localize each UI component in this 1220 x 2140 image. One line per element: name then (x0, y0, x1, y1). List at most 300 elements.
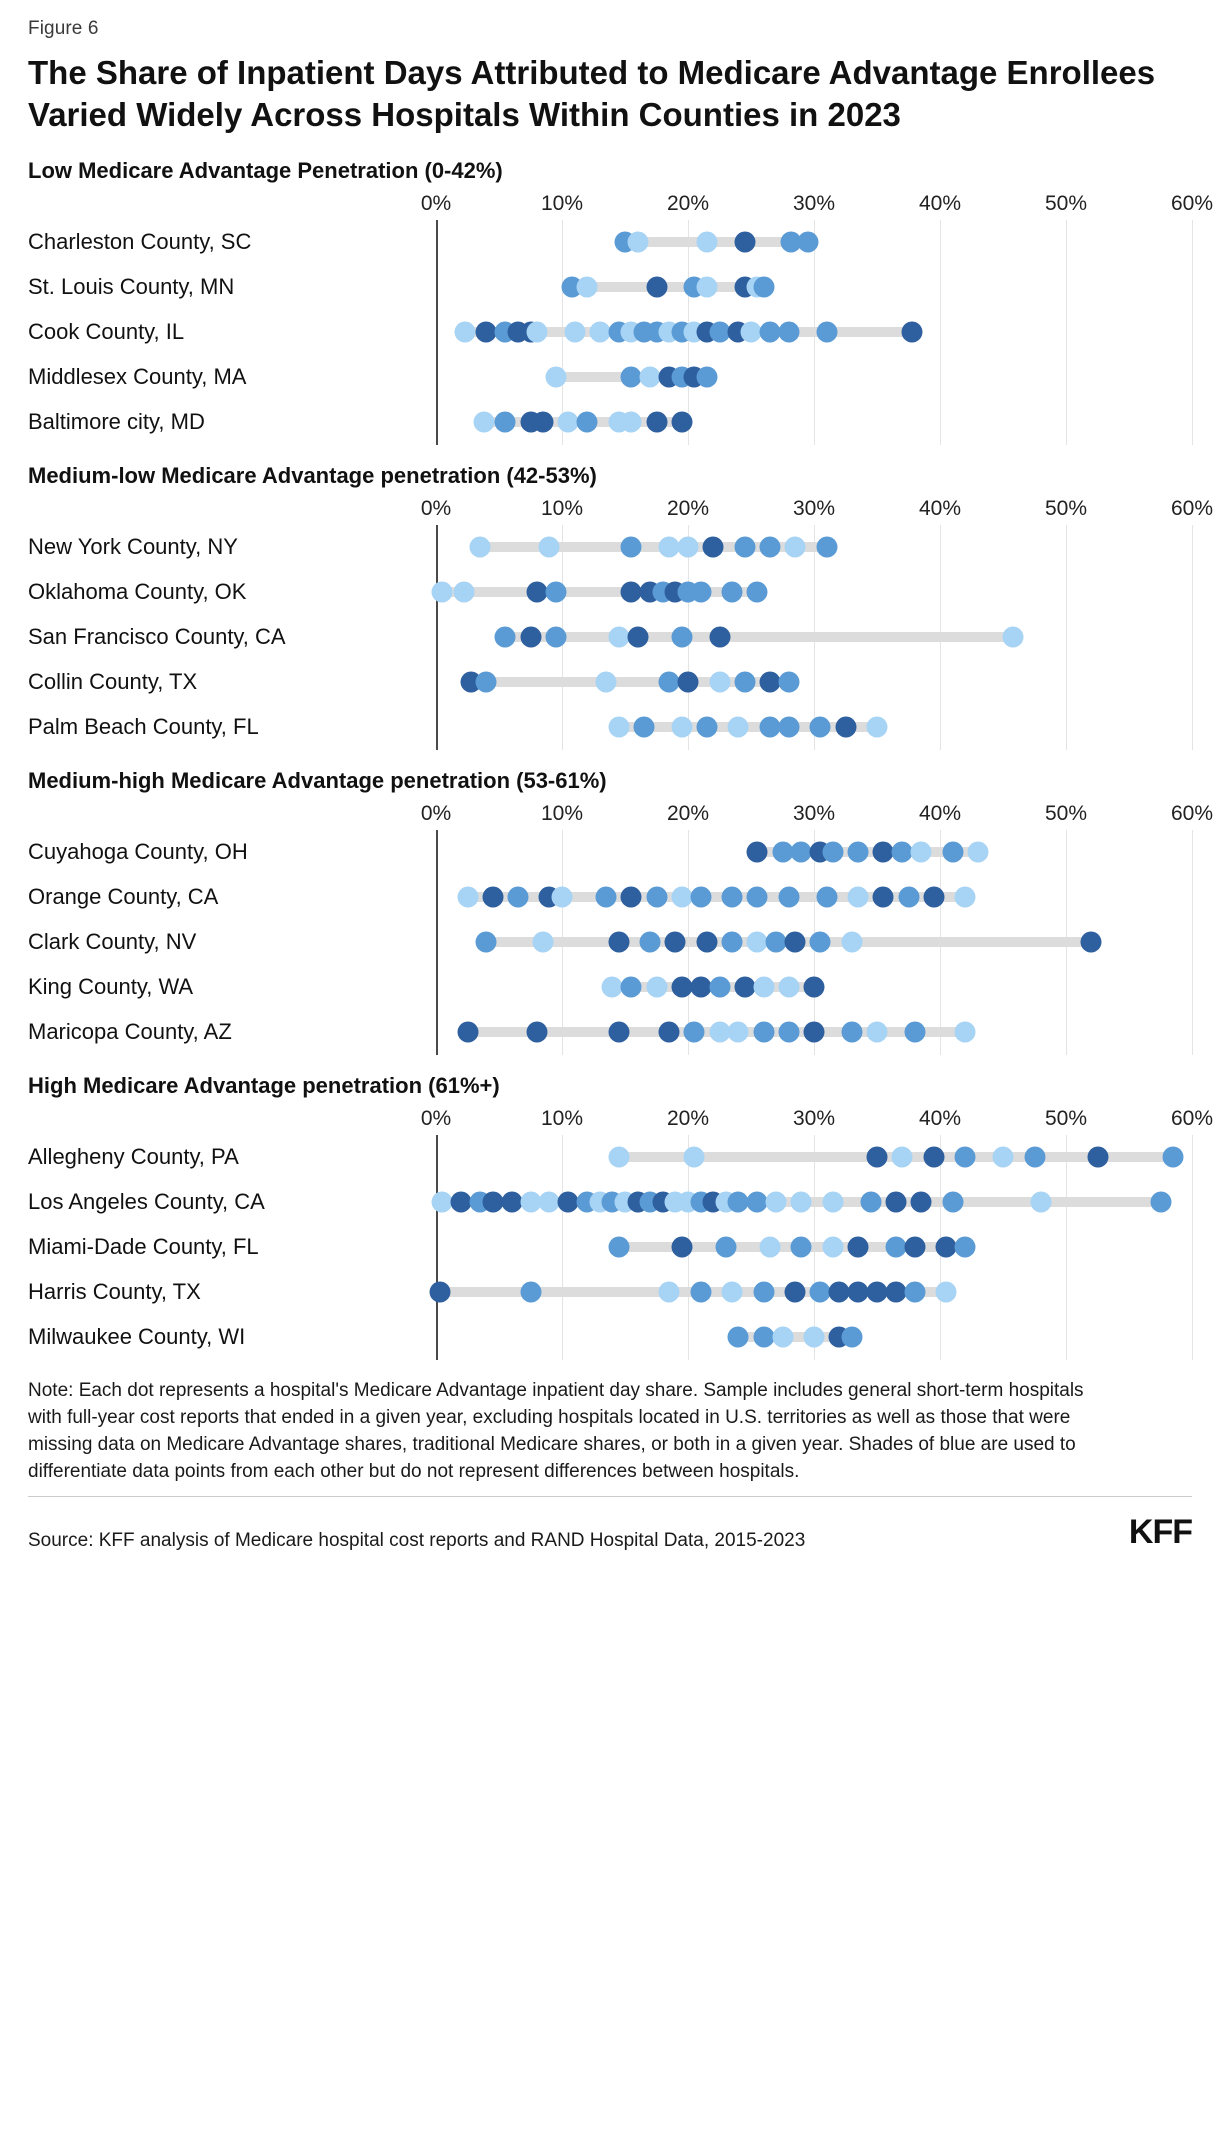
chart-row (28, 400, 1192, 445)
data-point (904, 1282, 925, 1303)
data-point (577, 412, 598, 433)
data-point (520, 627, 541, 648)
data-point (495, 412, 516, 433)
data-point (829, 1282, 850, 1303)
data-point (501, 1192, 522, 1213)
row-label: Maricopa County, AZ (28, 1019, 232, 1045)
data-point (791, 842, 812, 863)
x-axis-tick-label: 30% (792, 191, 836, 215)
row-label: Milwaukee County, WI (28, 1324, 246, 1350)
data-point (747, 1192, 768, 1213)
chart-row (28, 1010, 1192, 1055)
data-point (848, 887, 869, 908)
data-point (885, 1282, 906, 1303)
chart-row (28, 570, 1192, 615)
data-point (552, 887, 573, 908)
data-point (892, 842, 913, 863)
data-point (785, 1282, 806, 1303)
data-point (470, 537, 491, 558)
row-plot-area (436, 265, 1192, 310)
data-point (804, 977, 825, 998)
data-point (709, 672, 730, 693)
plot-wrap (28, 1105, 1214, 1360)
data-point (454, 322, 475, 343)
data-point (640, 367, 661, 388)
data-point (473, 412, 494, 433)
data-point (766, 932, 787, 953)
data-point (867, 1022, 888, 1043)
data-point (608, 932, 629, 953)
gridline (1192, 525, 1193, 750)
data-point (923, 1147, 944, 1168)
data-point (526, 322, 547, 343)
data-point (791, 1192, 812, 1213)
data-point (621, 537, 642, 558)
data-point (608, 1147, 629, 1168)
x-axis (28, 1105, 1214, 1135)
x-axis-tick-label: 10% (540, 191, 584, 215)
data-point (476, 322, 497, 343)
kff-logo: KFF (1128, 1512, 1192, 1551)
data-point (545, 367, 566, 388)
row-label: Middlesex County, MA (28, 364, 247, 390)
row-plot-area (436, 830, 1192, 875)
data-point (659, 537, 680, 558)
data-point (785, 932, 806, 953)
data-point (993, 1147, 1014, 1168)
data-point (955, 1147, 976, 1168)
x-axis-tick-label: 40% (918, 801, 962, 825)
panel-title: High Medicare Advantage penetration (61%+) (28, 1072, 500, 1098)
panel-rows (28, 830, 1192, 1055)
data-point (621, 887, 642, 908)
data-point (778, 1022, 799, 1043)
data-point (753, 1022, 774, 1043)
x-axis (28, 800, 1214, 830)
data-point (785, 537, 806, 558)
data-point (596, 672, 617, 693)
data-point (867, 1282, 888, 1303)
data-point (646, 887, 667, 908)
data-point (759, 672, 780, 693)
data-point (627, 232, 648, 253)
data-point (1024, 1147, 1045, 1168)
chart-row (28, 705, 1192, 750)
chart-row (28, 1270, 1192, 1315)
data-point (955, 887, 976, 908)
chart-row (28, 265, 1192, 310)
data-point (558, 412, 579, 433)
x-axis-tick-label: 50% (1044, 496, 1088, 520)
data-point (936, 1237, 957, 1258)
gridline (1192, 220, 1193, 445)
data-point (1087, 1147, 1108, 1168)
chart-row (28, 1225, 1192, 1270)
data-point (791, 1237, 812, 1258)
data-point (432, 582, 453, 603)
data-point (816, 887, 837, 908)
chart-row (28, 660, 1192, 705)
data-point (778, 322, 799, 343)
data-point (873, 842, 894, 863)
data-point (778, 887, 799, 908)
data-point (778, 672, 799, 693)
data-point (759, 717, 780, 738)
data-point (545, 582, 566, 603)
row-label: Clark County, NV (28, 929, 197, 955)
data-point (621, 977, 642, 998)
data-point (766, 1192, 787, 1213)
row-label: Harris County, TX (28, 1279, 201, 1305)
x-axis-tick-label: 20% (666, 191, 710, 215)
data-point (457, 1022, 478, 1043)
data-point (722, 582, 743, 603)
row-plot-area (436, 570, 1192, 615)
data-point (810, 1282, 831, 1303)
x-axis-tick-label: 10% (540, 496, 584, 520)
data-point (690, 887, 711, 908)
data-point (709, 322, 730, 343)
x-axis-tick-label: 40% (918, 496, 962, 520)
data-point (860, 1192, 881, 1213)
data-point (696, 717, 717, 738)
data-point (778, 977, 799, 998)
data-point (526, 1022, 547, 1043)
data-point (955, 1022, 976, 1043)
row-label: Orange County, CA (28, 884, 219, 910)
data-point (432, 1192, 453, 1213)
x-axis-tick-label: 50% (1044, 1106, 1088, 1130)
data-point (841, 1022, 862, 1043)
data-point (1030, 1192, 1051, 1213)
chart-row (28, 310, 1192, 355)
x-axis-tick-label: 0% (420, 496, 452, 520)
row-plot-area (436, 920, 1192, 965)
plot-wrap (28, 495, 1214, 750)
row-label: Oklahoma County, OK (28, 579, 247, 605)
source-row (28, 1513, 1192, 1552)
data-point (646, 277, 667, 298)
chart-row (28, 875, 1192, 920)
x-axis-labels (420, 1105, 1214, 1135)
x-axis-tick-label: 60% (1170, 496, 1214, 520)
data-point (589, 322, 610, 343)
data-point (457, 887, 478, 908)
data-point (722, 932, 743, 953)
x-axis-tick-label: 40% (918, 1106, 962, 1130)
data-point (955, 1237, 976, 1258)
data-point (1163, 1147, 1184, 1168)
data-point (904, 1237, 925, 1258)
data-point (659, 1282, 680, 1303)
data-point (671, 887, 692, 908)
range-bar (505, 632, 1013, 642)
data-point (665, 932, 686, 953)
data-point (835, 717, 856, 738)
data-point (841, 932, 862, 953)
row-label: Miami-Dade County, FL (28, 1234, 259, 1260)
chart-note: Note: Each dot represents a hospital's Medicare Advantage inpatient day share. Sample includes general short-term hospitals with full-year cost reports that ended in a given year, excluding hospitals located in U.S. territories as well as those that were missing data on Medicare Advantage shares, traditional Medicare shares, or both in a given year. Shades of blue are used to differentiate data points from each other but do not represent differences between hospitals. (28, 1379, 1084, 1482)
x-axis-tick-label: 50% (1044, 801, 1088, 825)
data-point (684, 1147, 705, 1168)
data-point (778, 717, 799, 738)
row-plot-area (436, 1225, 1192, 1270)
row-plot-area (436, 1270, 1192, 1315)
row-plot-area (436, 615, 1192, 660)
chart-row (28, 1180, 1192, 1225)
data-point (495, 627, 516, 648)
data-point (703, 537, 724, 558)
data-point (772, 842, 793, 863)
row-plot-area (436, 400, 1192, 445)
x-axis-tick-label: 60% (1170, 1106, 1214, 1130)
data-point (696, 932, 717, 953)
chart-row (28, 830, 1192, 875)
row-plot-area (436, 1180, 1192, 1225)
data-point (621, 582, 642, 603)
row-label: Charleston County, SC (28, 229, 252, 255)
data-point (602, 977, 623, 998)
chart-panel (28, 462, 1214, 750)
row-plot-area (436, 1315, 1192, 1360)
data-point (722, 887, 743, 908)
data-point (671, 717, 692, 738)
data-point (753, 1327, 774, 1348)
data-point (772, 1327, 793, 1348)
data-point (520, 1192, 541, 1213)
data-point (822, 1237, 843, 1258)
row-plot-area (436, 355, 1192, 400)
data-point (728, 717, 749, 738)
data-point (753, 1282, 774, 1303)
data-point (804, 1022, 825, 1043)
page-title: The Share of Inpatient Days Attributed to Medicare Advantage Enrollees Varied Widely Across Hospitals Within Counties in 2023 (28, 54, 1156, 133)
chart-row (28, 1315, 1192, 1360)
data-point (747, 887, 768, 908)
chart-row (28, 615, 1192, 660)
data-point (728, 1327, 749, 1348)
data-point (759, 1237, 780, 1258)
data-point (904, 1022, 925, 1043)
data-point (848, 1237, 869, 1258)
row-label: New York County, NY (28, 534, 238, 560)
plot-wrap (28, 190, 1214, 445)
chart-panel (28, 1072, 1214, 1360)
data-point (608, 717, 629, 738)
data-point (646, 412, 667, 433)
data-point (564, 322, 585, 343)
data-point (526, 582, 547, 603)
data-point (967, 842, 988, 863)
panel-rows (28, 220, 1192, 445)
data-point (816, 537, 837, 558)
plot-wrap (28, 800, 1214, 1055)
x-axis-tick-label: 10% (540, 801, 584, 825)
data-point (678, 672, 699, 693)
data-point (709, 627, 730, 648)
data-point (608, 627, 629, 648)
chart-row (28, 355, 1192, 400)
data-point (734, 537, 755, 558)
x-axis-tick-label: 0% (420, 801, 452, 825)
data-point (640, 932, 661, 953)
data-point (810, 932, 831, 953)
chart-panel (28, 767, 1214, 1055)
data-point (867, 1147, 888, 1168)
data-point (848, 1282, 869, 1303)
row-label: Baltimore city, MD (28, 409, 205, 435)
data-point (709, 1022, 730, 1043)
data-point (696, 232, 717, 253)
row-plot-area (436, 705, 1192, 750)
data-point (734, 232, 755, 253)
data-point (734, 672, 755, 693)
data-point (1003, 627, 1024, 648)
x-axis-tick-label: 30% (792, 1106, 836, 1130)
data-point (621, 412, 642, 433)
panel-rows (28, 525, 1192, 750)
row-plot-area (436, 965, 1192, 1010)
data-point (728, 1022, 749, 1043)
x-axis-tick-label: 30% (792, 801, 836, 825)
data-point (476, 932, 497, 953)
row-label: Collin County, TX (28, 669, 198, 695)
data-point (608, 1022, 629, 1043)
data-point (747, 842, 768, 863)
chart-panels (28, 157, 1214, 1360)
data-point (753, 277, 774, 298)
row-plot-area (436, 525, 1192, 570)
row-label: Allegheny County, PA (28, 1144, 239, 1170)
data-point (690, 1282, 711, 1303)
data-point (715, 1237, 736, 1258)
data-point (1150, 1192, 1171, 1213)
data-point (520, 1282, 541, 1303)
chart-row (28, 965, 1192, 1010)
data-point (596, 887, 617, 908)
data-point (678, 537, 699, 558)
data-point (892, 1147, 913, 1168)
chart-row (28, 220, 1192, 265)
data-point (453, 582, 474, 603)
data-point (621, 367, 642, 388)
row-plot-area (436, 1135, 1192, 1180)
row-label: Cuyahoga County, OH (28, 839, 248, 865)
x-axis-labels (420, 800, 1214, 830)
data-point (848, 842, 869, 863)
data-point (753, 977, 774, 998)
data-point (722, 1282, 743, 1303)
row-label: King County, WA (28, 974, 194, 1000)
x-axis-tick-label: 0% (420, 191, 452, 215)
data-point (558, 1192, 579, 1213)
data-point (885, 1237, 906, 1258)
data-point (451, 1192, 472, 1213)
data-point (911, 1192, 932, 1213)
x-axis (28, 495, 1214, 525)
data-point (533, 412, 554, 433)
row-plot-area (436, 220, 1192, 265)
chart-row (28, 920, 1192, 965)
chart-row (28, 1135, 1192, 1180)
data-point (671, 627, 692, 648)
panel-title: Medium-low Medicare Advantage penetration (42-53%) (28, 462, 597, 488)
data-point (709, 977, 730, 998)
data-point (507, 887, 528, 908)
data-point (627, 627, 648, 648)
data-point (577, 277, 598, 298)
gridline (1192, 1135, 1193, 1360)
x-axis-tick-label: 20% (666, 496, 710, 520)
data-point (759, 322, 780, 343)
data-point (816, 322, 837, 343)
x-axis-tick-label: 10% (540, 1106, 584, 1130)
row-label: Los Angeles County, CA (28, 1189, 265, 1215)
data-point (696, 367, 717, 388)
x-axis-tick-label: 30% (792, 496, 836, 520)
x-axis-labels (420, 495, 1214, 525)
data-point (885, 1192, 906, 1213)
data-point (482, 887, 503, 908)
data-point (822, 842, 843, 863)
data-point (741, 322, 762, 343)
source-text: Source: KFF analysis of Medicare hospital cost reports and RAND Hospital Data, 2015-2023 (28, 1529, 806, 1551)
x-axis-tick-label: 40% (918, 191, 962, 215)
data-point (747, 932, 768, 953)
x-axis-tick-label: 20% (666, 801, 710, 825)
panel-rows (28, 1135, 1192, 1360)
data-point (533, 932, 554, 953)
chart-panel (28, 157, 1214, 445)
data-point (671, 977, 692, 998)
row-plot-area (436, 1010, 1192, 1055)
data-point (898, 887, 919, 908)
row-label: Cook County, IL (28, 319, 185, 345)
row-label: Palm Beach County, FL (28, 714, 259, 740)
data-point (539, 1192, 560, 1213)
row-label: St. Louis County, MN (28, 274, 235, 300)
row-plot-area (436, 875, 1192, 920)
divider (28, 1496, 1192, 1497)
data-point (797, 232, 818, 253)
row-plot-area (436, 310, 1192, 355)
data-point (690, 582, 711, 603)
data-point (911, 842, 932, 863)
data-point (804, 1327, 825, 1348)
data-point (690, 977, 711, 998)
gridline (1192, 830, 1193, 1055)
data-point (684, 1022, 705, 1043)
data-point (923, 887, 944, 908)
data-point (696, 277, 717, 298)
data-point (936, 1282, 957, 1303)
data-point (873, 887, 894, 908)
x-axis-tick-label: 0% (420, 1106, 452, 1130)
data-point (734, 977, 755, 998)
data-point (747, 582, 768, 603)
data-point (1081, 932, 1102, 953)
data-point (841, 1327, 862, 1348)
x-axis-tick-label: 60% (1170, 801, 1214, 825)
data-point (822, 1192, 843, 1213)
data-point (867, 717, 888, 738)
data-point (539, 537, 560, 558)
data-point (902, 322, 923, 343)
data-point (671, 412, 692, 433)
data-point (608, 1237, 629, 1258)
data-point (759, 537, 780, 558)
data-point (659, 1022, 680, 1043)
